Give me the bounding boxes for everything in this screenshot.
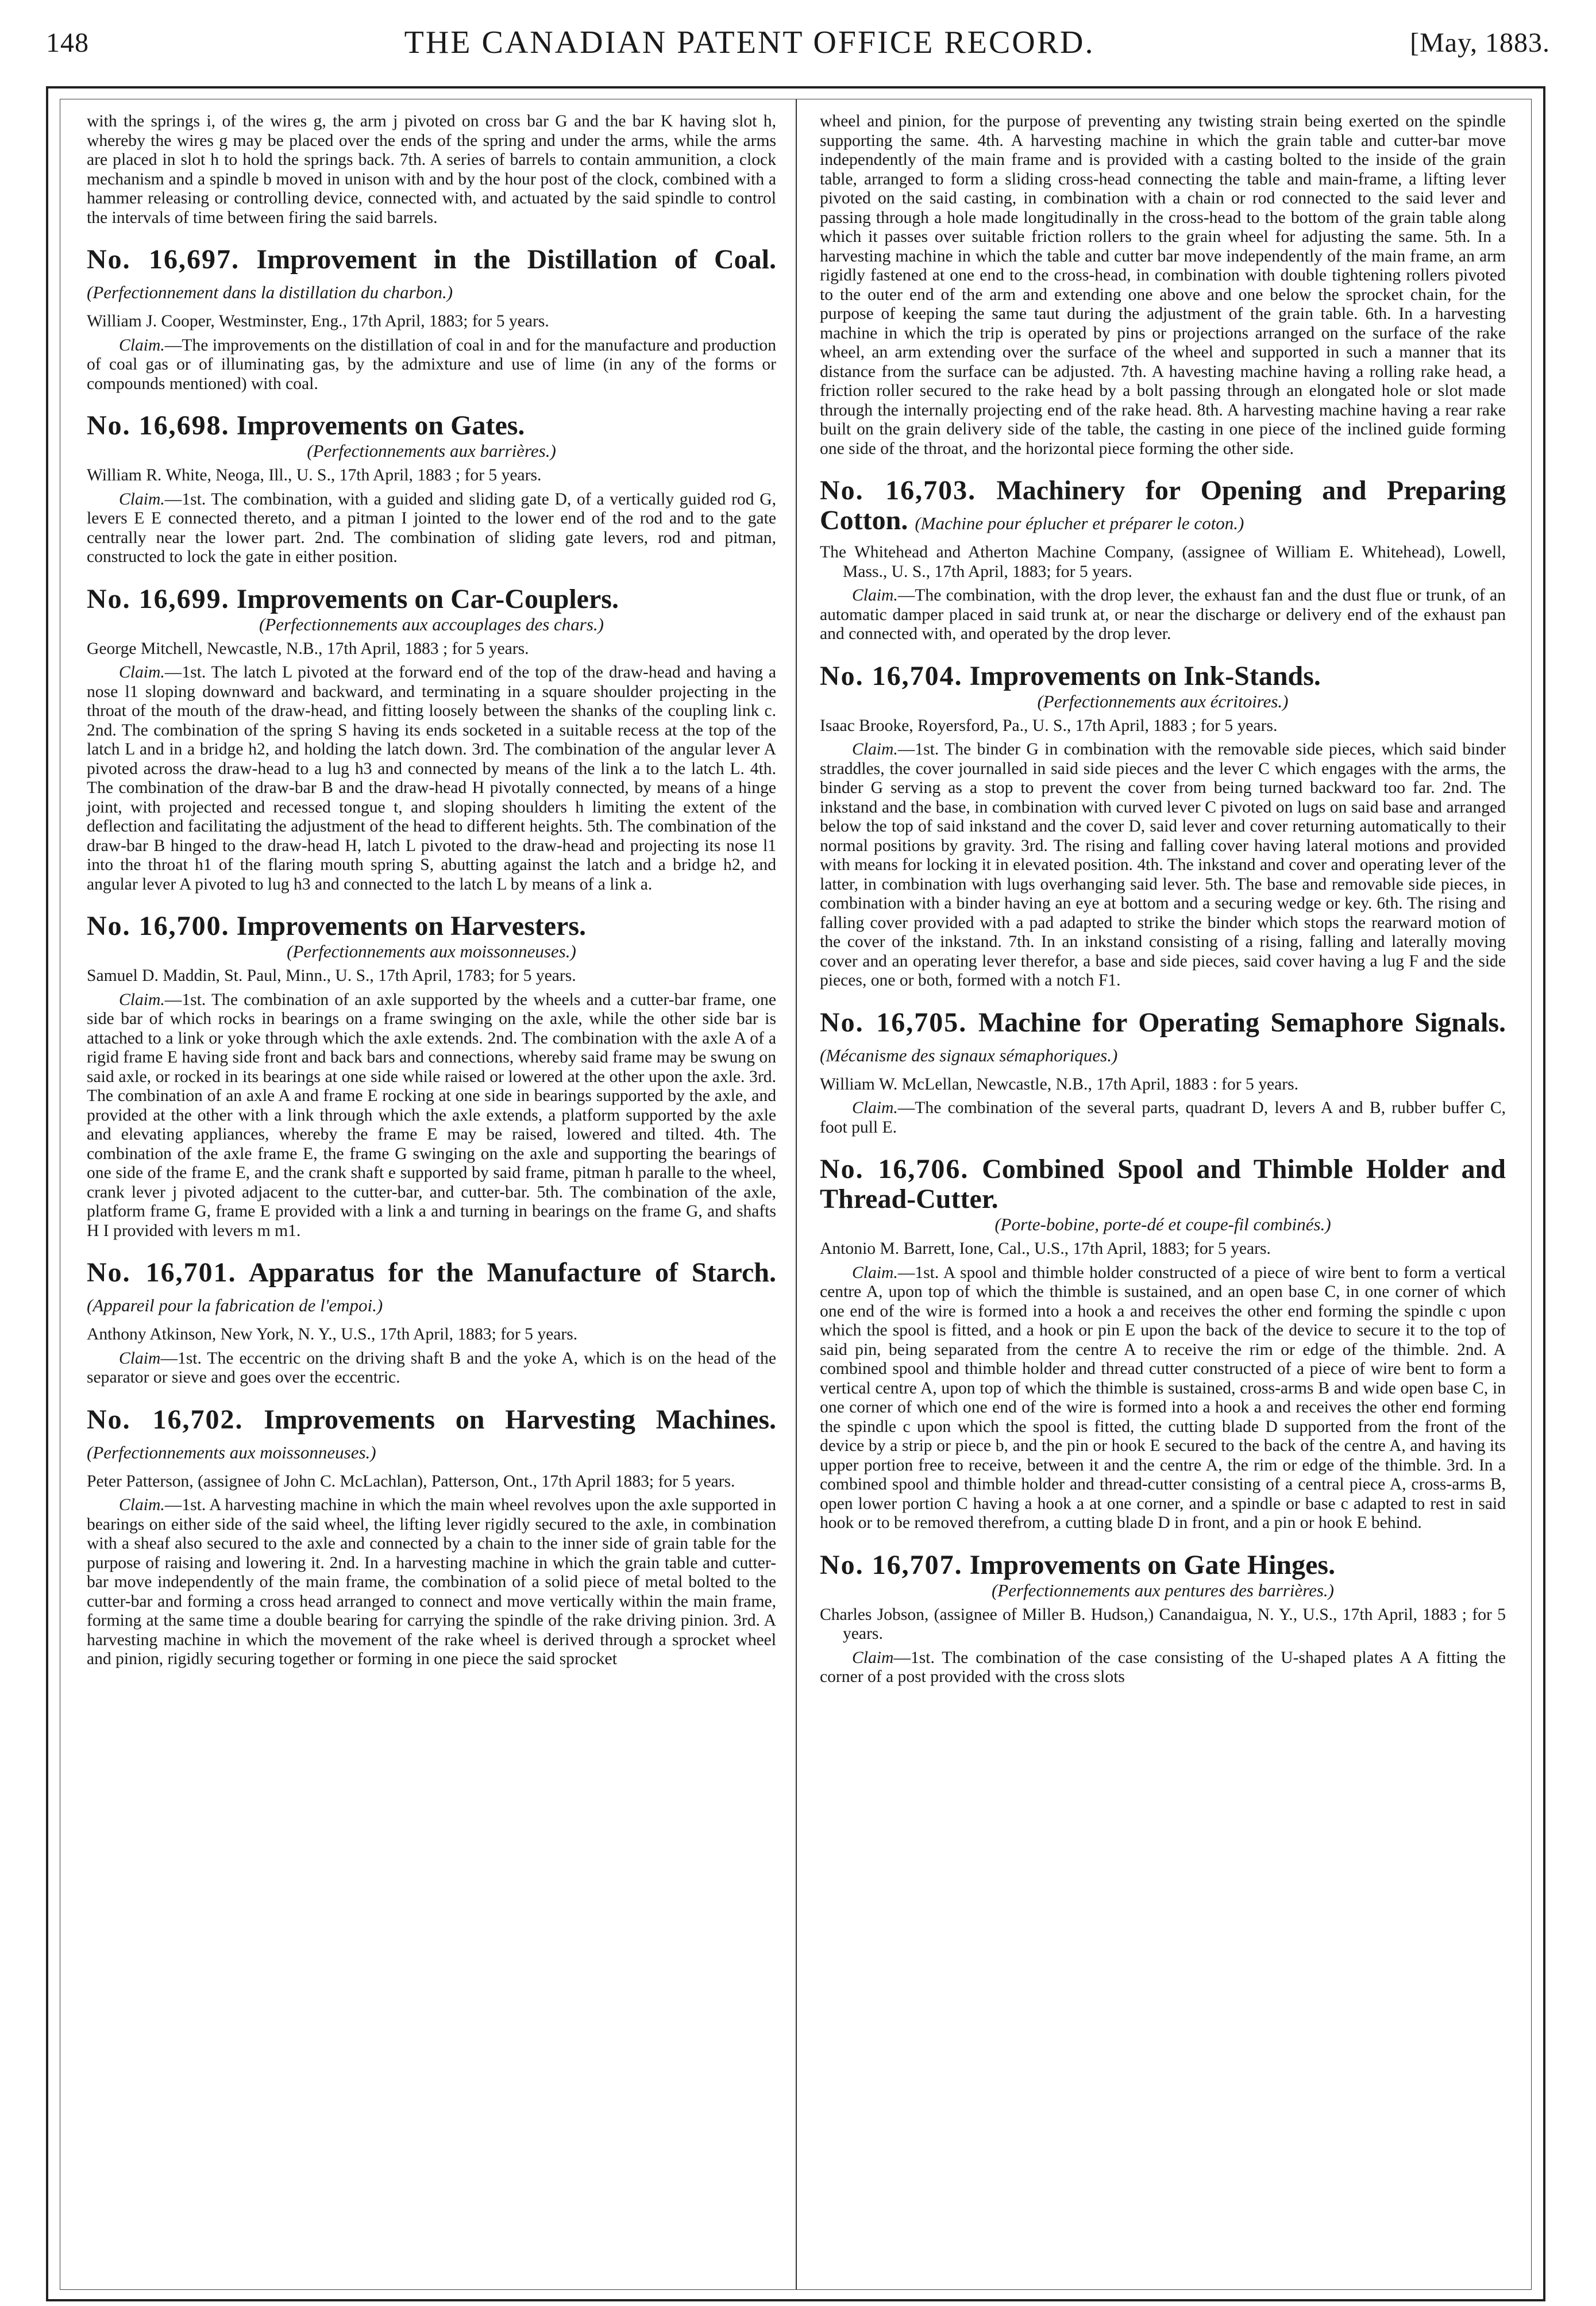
- patent-inventor: Isaac Brooke, Royersford, Pa., U. S., 17th April, 1883 ; for 5 years.: [820, 716, 1278, 735]
- patent-heading: [820, 476, 1506, 538]
- patent-entry: [87, 411, 776, 567]
- patent-claim: [820, 586, 1506, 644]
- patent-french-title: (Machine pour éplucher et préparer le coton.): [915, 513, 1244, 533]
- patent-inventor: Antonio M. Barrett, Ione, Cal., U.S., 17th April, 1883; for 5 years.: [820, 1239, 1271, 1258]
- patent-heading: [820, 661, 1506, 691]
- patent-entry: [87, 1258, 776, 1388]
- patent-heading: [820, 1550, 1506, 1580]
- patent-claim: [87, 1349, 776, 1388]
- claim-text: —1st. The combination, with a guided and sliding gate D, of a vertically guided rod G, levers E E connected thereto, and a pitman I jointed to the lower end of the rod and to the gate centrally near the lower part. 2nd. The combination of sliding gate levers, rod and pitman, constructed to lock the gate in either position.: [87, 490, 776, 566]
- patent-entry: [87, 911, 776, 1241]
- patent-number: No. 16,698.: [87, 410, 230, 441]
- patent-heading: [87, 584, 776, 614]
- claim-text: —1st. The eccentric on the driving shaft B and the yoke A, which is on the head of the separator or sieve and goes over the eccentric.: [87, 1349, 776, 1387]
- continuation-text: wheel and pinion, for the purpose of preventing any twisting strain being exerted on the spindle supporting the same. 4th. A harvesting machine in which the grain table and cutter-bar move independently of the main frame and is provided with a casting bolted to the inside of the grain table, arranged to form a sliding cross-head connecting the table and main-frame, a lifting lever pivoted on the said casting, in combination with a chain or rod connected to the said lever and passing through a hole made longitudinally in the cross-head to the bottom of the grain table along which it passes over suitable friction rollers to the grain wheel for adjusting the same. 5th. In a harvesting machine in which the table and cutter bar move independently of the main frame, an arm rigidly fastened at one end to the cross-head, in combination with double tightening rollers pivoted to the outer end of the arm and extending one above and one below the sprocket chain, for the purpose of keeping the same taut during the adjustment of the grain table. 6th. In a harvesting machine in which the trip is operated by pins or projections arranged on the surface of the rake wheel, an arm extending over the surface of the wheel and supported in such a manner that its distance from the surface can be adjusted. 7th. A havesting machine having a rolling rake head, a friction roller secured to the rake head by a bolt passing through an elongated hole or slot made through the internally projecting end of the rake head. 8th. A harvesting machine having a rear rake built on the grain delivery side of the table, the casting in one piece of the inclined guide forming one side of the throat, and the horizontal piece forming the other side.: [820, 112, 1506, 458]
- claim-label: Claim: [852, 1648, 894, 1667]
- claim-text: —1st. A harvesting machine in which the main wheel revolves upon the axle supported in bearings on either side of the said wheel, the lifting lever rigidly secured to the axle, in combination with a sheaf also secured to the axle and connected by a chain to the inner side of grain table for the purpose of raising and lowering it. 2nd. In a harvesting machine in which the grain table and cutter-bar move independently of the main frame, the combination of a solid piece of metal bolted to the cutter-bar and forming a cross head arranged to connect and move vertically within the main frame, forming at the same time a double bearing for carrying the spindle of the rake driving pinion. 3rd. A harvesting machine in which the movement of the rake wheel is derived through a sprocket wheel and pinion, rigidly securing together or forming in one piece the said sprocket: [87, 1496, 776, 1668]
- patent-entry: [820, 1154, 1506, 1533]
- claim-label: Claim.: [119, 990, 165, 1009]
- patent-number: No. 16,699.: [87, 583, 230, 614]
- patent-heading: [820, 1008, 1506, 1071]
- claim-label: Claim.: [852, 1099, 898, 1117]
- page-header: [46, 21, 1550, 64]
- patent-title: Improvement in the Distillation of Coal.: [256, 244, 776, 275]
- patent-inventor: William J. Cooper, Westminster, Eng., 17th April, 1883; for 5 years.: [87, 312, 549, 330]
- patent-number: No. 16,707.: [820, 1549, 963, 1580]
- patent-number: No. 16,700.: [87, 911, 230, 941]
- page-frame-inner: [60, 99, 1532, 2290]
- patent-french-title: (Perfectionnements aux accouplages des chars.): [259, 614, 604, 634]
- patent-inventor: Samuel D. Maddin, St. Paul, Minn., U. S., 17th April, 1783; for 5 years.: [87, 967, 576, 985]
- patent-heading: [87, 1258, 776, 1321]
- patent-number: No. 16,703.: [820, 475, 977, 506]
- patent-claim: [87, 336, 776, 394]
- claim-label: Claim.: [119, 1496, 165, 1514]
- claim-label: Claim.: [852, 586, 898, 605]
- patent-entry: [820, 1550, 1506, 1687]
- claim-text: —1st. The latch L pivoted at the forward end of the top of the draw-head and having a nose l1 sloping downward and backward, and terminating in a square shoulder projecting in the throat of the mouth of the draw-head, and fitting loosely between the shanks of the coupling link c. 2nd. The combination of the spring S having its ends socketed in a suitable recess at the top of the latch L and in a bridge h2, and holding the latch down. 3rd. The combination of the angular lever A pivoted across the draw-head to a lug h3 and connected by means of the link a to the latch L. 4th. The combination of the draw-bar B and the draw-head H pivotally connected, by means of a hinge joint, with projected and recessed tongue t, and sloping shoulders h limiting the extent of the deflection and facilitating the adjustment of the head to different heights. 5th. The combination of the draw-bar B hinged to the draw-head H, latch L pivoted to the draw-head and projecting its nose l1 into the throat h1 of the flaring mouth spring S, abutting against the latch and a bridge h2, and angular lever A pivoted to lug h3 and connected to the latch L by means of a link a.: [87, 663, 776, 894]
- claim-text: —1st. The combination of the case consisting of the U-shaped plates A A fitting the corner of a post provided with the cross slots: [820, 1648, 1506, 1686]
- patent-claim: [820, 1099, 1506, 1137]
- patent-number: No. 16,702.: [87, 1404, 244, 1435]
- patent-inventor: Anthony Atkinson, New York, N. Y., U.S., 17th April, 1883; for 5 years.: [87, 1325, 578, 1343]
- patent-inventor: George Mitchell, Newcastle, N.B., 17th April, 1883 ; for 5 years.: [87, 639, 529, 658]
- patent-entry: [87, 245, 776, 394]
- patent-title: Apparatus for the Manufacture of Starch.: [248, 1257, 776, 1288]
- claim-text: —The combination, with the drop lever, the exhaust fan and the dust flue or trunk, of an automatic damper placed in said trunk at, or near the discharge or delivery end of the exhaust pan and connected with, and operated by the drop lever.: [820, 586, 1506, 643]
- patent-title: Improvements on Gate Hinges.: [969, 1549, 1336, 1580]
- patent-claim: [87, 490, 776, 567]
- claim-text: —The improvements on the distillation of coal in and for the manufacture and production of coal gas or of illuminating gas, by the admixture and use of lime (in any of the forms or compounds mentioned) with coal.: [87, 336, 776, 393]
- patent-french-title: (Perfectionnements aux moissonneuses.): [287, 941, 576, 961]
- patent-claim: [820, 1264, 1506, 1533]
- patent-french-title: (Porte-bobine, porte-dé et coupe-fil combinés.): [994, 1214, 1331, 1234]
- patent-french-title: (Perfectionnements aux écritoires.): [1037, 691, 1289, 711]
- patent-french-title: (Perfectionnements aux moissonneuses.): [87, 1442, 376, 1462]
- page-frame: [46, 86, 1545, 2301]
- patent-heading: [87, 911, 776, 941]
- patent-entry: [820, 476, 1506, 644]
- patent-title: Combined Spool and Thimble Holder and Thread-Cutter.: [820, 1154, 1506, 1214]
- patent-french-title: (Perfectionnements aux barrières.): [307, 441, 556, 461]
- patent-title: Improvements on Gates.: [236, 410, 525, 441]
- patent-title: Improvements on Harvesters.: [236, 911, 587, 941]
- patent-entry: [87, 1405, 776, 1669]
- claim-text: —The combination of the several parts, quadrant D, levers A and B, rubber buffer C, foot pull E.: [820, 1099, 1506, 1137]
- patent-number: No. 16,697.: [87, 244, 240, 275]
- patent-inventor: The Whitehead and Atherton Machine Company, (assignee of William E. Whitehead), Lowell, Mass., U. S., 17th April, 1883; for 5 years.: [820, 543, 1506, 581]
- claim-label: Claim.: [119, 490, 165, 509]
- patent-french-title: (Perfectionnement dans la distillation du charbon.): [87, 282, 453, 302]
- claim-text: —1st. The combination of an axle supported by the wheels and a cutter-bar frame, one side bar of which rocks in bearings on a frame swinging on the axle, while the other side bar is attached to a link or yoke through which the axle extends. 2nd. The combination with the axle A of a rigid frame E having side front and back bars and connections, whereby said frame may be swung on said axle, or rocked in its bearings at one side while raised or lowered at the other upon the axle. 3rd. The combination of an axle A and frame E rocking at one side in bearings supported by the axle, and provided at the other with a link through which the axle extends, a platform supported by the axle and elevating appliances, whereby the frame E may be raised, lowered and tilted. 4th. The combination of the axle frame E, the frame G swinging on the axle and supporting the bearings of one side of the frame E, and the crank shaft e supported by said frame, pitman h paralle to the wheel, crank lever j pivoted adjacent to the cutter-bar, and cutter-bar. 5th. The combination of the axle, platform frame G, frame E provided with a link a and turning in bearings on the frame G, and shafts H I provided with levers m m1.: [87, 990, 776, 1240]
- right-column: [796, 99, 1531, 2289]
- claim-label: Claim: [119, 1349, 161, 1368]
- patent-heading: [820, 1154, 1506, 1214]
- patent-entry: [820, 661, 1506, 991]
- continuation-text: with the springs i, of the wires g, the arm j pivoted on cross bar G and the bar K having slot h, whereby the wires g may be placed over the ends of the spring and under the arms, while the arms are placed in slot h to hold the springs back. 7th. A series of barrels to contain ammunition, a clock mechanism and a spindle b moved in unison with and by the hour post of the clock, combined with a hammer releasing or controlling device, connected with, and actuated by the said spindle to control the intervals of time between firing the said barrels.: [87, 112, 776, 227]
- issue-date: [May, 1883.: [1410, 27, 1550, 58]
- patent-title: Improvements on Harvesting Machines.: [264, 1404, 777, 1435]
- patent-heading: [87, 245, 776, 307]
- patent-claim: [87, 991, 776, 1241]
- patent-heading: [87, 411, 776, 441]
- claim-label: Claim.: [119, 336, 165, 355]
- patent-entry: [87, 584, 776, 895]
- patent-inventor: William R. White, Neoga, Ill., U. S., 17th April, 1883 ; for 5 years.: [87, 466, 542, 484]
- patent-claim: [87, 663, 776, 894]
- patent-inventor: William W. McLellan, Newcastle, N.B., 17th April, 1883 : for 5 years.: [820, 1075, 1299, 1094]
- claim-label: Claim.: [119, 663, 165, 682]
- page-number: 148: [46, 27, 89, 58]
- patent-title: Improvements on Ink-Stands.: [969, 660, 1321, 691]
- patent-number: No. 16,706.: [820, 1154, 969, 1184]
- claim-text: —1st. A spool and thimble holder constructed of a piece of wire bent to form a vertical centre A, upon top of which the thimble is sustained, and an open base C, in one corner of which one end of the wire is formed into a hook a and receives the other end forming the spindle c upon which the spool is fitted, and a hook or pin E upon the back of the device to secure it to the top of said pin, being separated from the centre A to receive the rim or edge of the thimble. 2nd. A combined spool and thimble holder and thread cutter constructed of a piece of wire bent to form a vertical centre A, upon top of which the thimble is sustained, cross-arms B and wide open base C, in one corner of which one end of the wire is formed into a hook a and receives the other end forming the spindle c upon which the spool is fitted, the cutting blade D supported from the front of the device by a strip or piece b, and the pin or hook E secured to the back of the centre A, and having its upper portion free to receive, between it and the centre A, the rim or edge of the thimble. 3rd. In a combined spool and thimble holder and thread-cutter consisting of a central piece A, cross-arms B, open lower portion C having a hook a at one corner, and a spindle or base c adapted to rest in said hook or to be removed therefrom, a cutting blade D in front, and a pin or hook E behind.: [820, 1263, 1506, 1532]
- patent-number: No. 16,704.: [820, 660, 963, 691]
- patent-french-title: (Mécanisme des signaux sémaphoriques.): [820, 1045, 1118, 1065]
- patent-inventor: Peter Patterson, (assignee of John C. McLachlan), Patterson, Ont., 17th April 1883; for 5 years.: [87, 1472, 735, 1491]
- patent-claim: [87, 1496, 776, 1669]
- claim-label: Claim.: [852, 740, 898, 759]
- publication-title: THE CANADIAN PATENT OFFICE RECORD.: [404, 25, 1095, 60]
- patent-number: No. 16,705.: [820, 1007, 967, 1038]
- patent-title: Machinery for Opening and Preparing Cotton.: [820, 475, 1506, 536]
- patent-french-title: (Appareil pour la fabrication de l'empoi.): [87, 1295, 383, 1315]
- patent-inventor: Charles Jobson, (assignee of Miller B. Hudson,) Canandaigua, N. Y., U.S., 17th April, 1883 ; for 5 years.: [820, 1605, 1506, 1643]
- patent-claim: [820, 740, 1506, 991]
- left-column: [60, 99, 796, 2289]
- claim-text: —1st. The binder G in combination with the removable side pieces, which said binder straddles, the cover journalled in said side pieces and the lever C which engages with the arms, the binder G serving as a stop to prevent the cover from being turned backward too far. 2nd. The inkstand and the base, in combination with curved lever C pivoted on lugs on said base and arranged below the top of said inkstand and the cover D, said lever and cover returning automatically to their normal positions by gravity. 3rd. The rising and falling cover having lateral motions and provided with means for locking it in elevated position. 4th. The inkstand and cover and operating lever of the latter, in combination with lugs overhanging said lever. 5th. The base and removable side pieces, in combination with a binder having an eye at bottom and a securing wedge or key. 6th. The rising and falling cover provided with a pad adapted to strike the binder which stops the rearward motion of the cover of the inkstand. 7th. In an inkstand consisting of a rising, falling and laterally moving cover and an operating lever therefor, a base and side pieces, said cover having a lug F and the side pieces, one or both, formed with a notch F1.: [820, 740, 1506, 990]
- patent-title: Machine for Operating Semaphore Signals.: [978, 1007, 1506, 1038]
- patent-entry: [820, 1008, 1506, 1138]
- patent-number: No. 16,701.: [87, 1257, 237, 1288]
- patent-heading: [87, 1405, 776, 1468]
- claim-label: Claim.: [852, 1263, 898, 1282]
- patent-claim: [820, 1649, 1506, 1687]
- patent-title: Improvements on Car-Couplers.: [236, 583, 619, 614]
- patent-french-title: (Perfectionnements aux pentures des barrières.): [991, 1580, 1335, 1600]
